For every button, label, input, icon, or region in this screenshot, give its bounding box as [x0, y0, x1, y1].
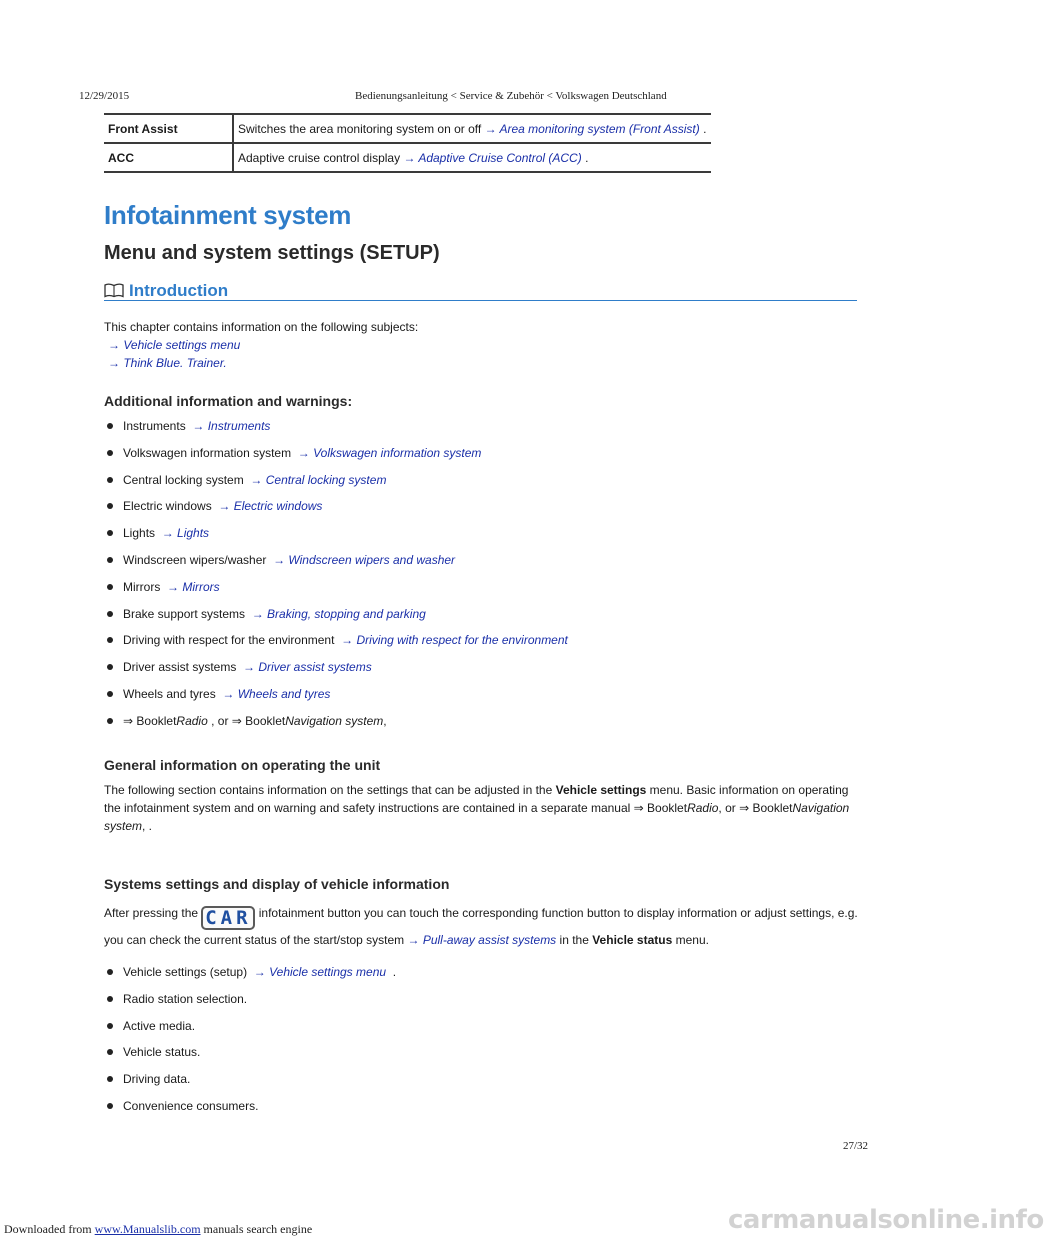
cross-reference-link[interactable]: → Pull-away assist systems: [407, 933, 557, 947]
subsection-title: Menu and system settings (SETUP): [104, 242, 440, 264]
cross-reference-link[interactable]: → Vehicle settings menu: [253, 965, 387, 979]
manualslib-link[interactable]: www.Manualslib.com: [94, 1222, 201, 1236]
additional-info-list: [104, 419, 568, 741]
booklet-text: ⇒ Booklet: [123, 713, 177, 728]
list-item-text: Driver assist systems: [123, 660, 237, 675]
list-item-text: Central locking system: [123, 472, 244, 487]
general-text: menu. Basic information on operating the infotainment system and on warning and safety instructions are contained in a separate manual ⇒ Booklet: [104, 783, 849, 815]
list-item-text: Driving data.: [123, 1072, 191, 1087]
systems-text: infotainment button you can touch the corresponding function button to display information or adjust settings, e.g. you can check the current status of the start/stop system: [104, 906, 858, 947]
list-item: [104, 473, 568, 500]
spec-table: [104, 113, 711, 173]
list-item-tail: .: [392, 965, 397, 979]
general-info-paragraph: [104, 781, 859, 835]
list-item: [104, 446, 568, 473]
list-item: [104, 1072, 396, 1099]
list-item-text: Electric windows: [123, 499, 212, 514]
general-text: , .: [142, 819, 153, 833]
vehicle-status-term: Vehicle status: [592, 933, 673, 947]
section-title: Infotainment system: [104, 200, 352, 230]
list-item-text: Driving with respect for the environment: [123, 633, 335, 648]
table-value: [233, 114, 711, 143]
systems-text: menu.: [672, 933, 709, 947]
cross-reference-link[interactable]: → Area monitoring system (Front Assist): [484, 121, 700, 136]
list-item-text: Volkswagen information system: [123, 445, 292, 460]
booklet-navigation: Navigation system: [104, 801, 850, 833]
table-value-text: Adaptive cruise control display: [238, 150, 401, 165]
table-key: Front Assist: [104, 114, 233, 143]
footer-suffix: manuals search engine: [200, 1222, 313, 1236]
cross-reference-link[interactable]: → Driving with respect for the environment: [341, 633, 568, 648]
systems-text: in the: [556, 933, 593, 947]
table-row: [104, 114, 711, 143]
list-item: [104, 660, 568, 687]
list-item-text: Brake support systems: [123, 606, 246, 621]
booklet-navigation: Navigation system: [285, 713, 384, 728]
list-item: [104, 419, 568, 446]
list-item-text: Radio station selection.: [123, 991, 248, 1006]
systems-list: [104, 965, 396, 1126]
cross-reference-link[interactable]: → Electric windows: [218, 499, 323, 514]
booklet-text: ,: [383, 713, 387, 728]
page-number: 27/32: [843, 1140, 869, 1152]
list-item: [104, 526, 568, 553]
list-item: [104, 580, 568, 607]
cross-reference-link[interactable]: → Instruments: [192, 419, 271, 433]
cross-reference-link[interactable]: → Adaptive Cruise Control (ACC): [403, 150, 582, 165]
list-item-booklet: [104, 714, 568, 741]
intro-link-think-blue[interactable]: → Think Blue. Trainer.: [108, 356, 227, 370]
list-item: [104, 607, 568, 634]
watermark-logo: carmanualsonline.info: [728, 1205, 1044, 1235]
intro-link-vehicle-settings[interactable]: → Vehicle settings menu: [108, 338, 241, 352]
intro-text: This chapter contains information on the following subjects:: [104, 320, 419, 334]
open-book-icon: [104, 283, 124, 303]
list-item-text: Mirrors: [123, 579, 161, 594]
list-item: [104, 1019, 396, 1046]
list-item: [104, 499, 568, 526]
table-row: [104, 143, 711, 172]
cross-reference-link[interactable]: → Braking, stopping and parking: [251, 606, 426, 621]
table-value-text: Switches the area monitoring system on or off: [238, 121, 482, 136]
list-item: [104, 687, 568, 714]
booklet-text: , or ⇒ Booklet: [207, 713, 286, 728]
car-button-icon: CAR: [201, 906, 255, 930]
print-header: [79, 90, 869, 104]
cross-reference-link[interactable]: → Mirrors: [167, 579, 220, 594]
intro-paragraph: [104, 318, 418, 372]
print-title: Bedienungsanleitung < Service & Zubehör < Volkswagen Deutschland: [355, 90, 667, 102]
cross-reference-link[interactable]: → Lights: [161, 526, 210, 541]
table-value: [233, 143, 711, 172]
print-date: 12/29/2015: [79, 90, 130, 102]
list-item: [104, 1045, 396, 1072]
list-item: [104, 633, 568, 660]
list-item-text: Vehicle status.: [123, 1045, 201, 1060]
table-value-tail: .: [585, 150, 589, 165]
general-info-heading: General information on operating the unit: [104, 757, 381, 773]
list-item: [104, 553, 568, 580]
table-key: ACC: [104, 143, 233, 172]
introduction-heading-label: Introduction: [129, 281, 229, 300]
vehicle-settings-term: Vehicle settings: [555, 783, 647, 797]
cross-reference-link[interactable]: → Volkswagen information system: [297, 445, 482, 460]
general-text: , or ⇒ Booklet: [718, 801, 793, 815]
table-value-tail: .: [703, 121, 707, 136]
booklet-radio: Radio: [687, 801, 719, 815]
additional-info-heading: Additional information and warnings:: [104, 393, 353, 409]
cross-reference-link[interactable]: → Wheels and tyres: [222, 686, 331, 701]
list-item-text: Instruments: [123, 419, 186, 433]
download-footer: [4, 1222, 312, 1237]
list-item-text: Convenience consumers.: [123, 1098, 259, 1113]
cross-reference-link[interactable]: → Windscreen wipers and washer: [273, 552, 456, 567]
list-item: [104, 1099, 396, 1126]
cross-reference-link[interactable]: → Driver assist systems: [243, 660, 372, 675]
list-item-text: Lights: [123, 526, 156, 541]
list-item: [104, 965, 396, 992]
cross-reference-link[interactable]: → Central locking system: [250, 472, 387, 487]
list-item: [104, 992, 396, 1019]
footer-prefix: Downloaded from: [4, 1222, 95, 1236]
list-item-text: Windscreen wipers/washer: [123, 552, 267, 567]
booklet-radio: Radio: [176, 713, 208, 728]
list-item-text: Vehicle settings (setup): [123, 965, 248, 979]
systems-settings-heading: Systems settings and display of vehicle information: [104, 876, 450, 892]
general-text: The following section contains information on the settings that can be adjusted in the: [104, 783, 556, 797]
systems-settings-paragraph: [104, 903, 860, 950]
list-item-text: Active media.: [123, 1018, 196, 1033]
systems-text: After pressing the: [104, 906, 202, 920]
list-item-text: Wheels and tyres: [123, 686, 216, 701]
introduction-heading: [104, 281, 857, 301]
